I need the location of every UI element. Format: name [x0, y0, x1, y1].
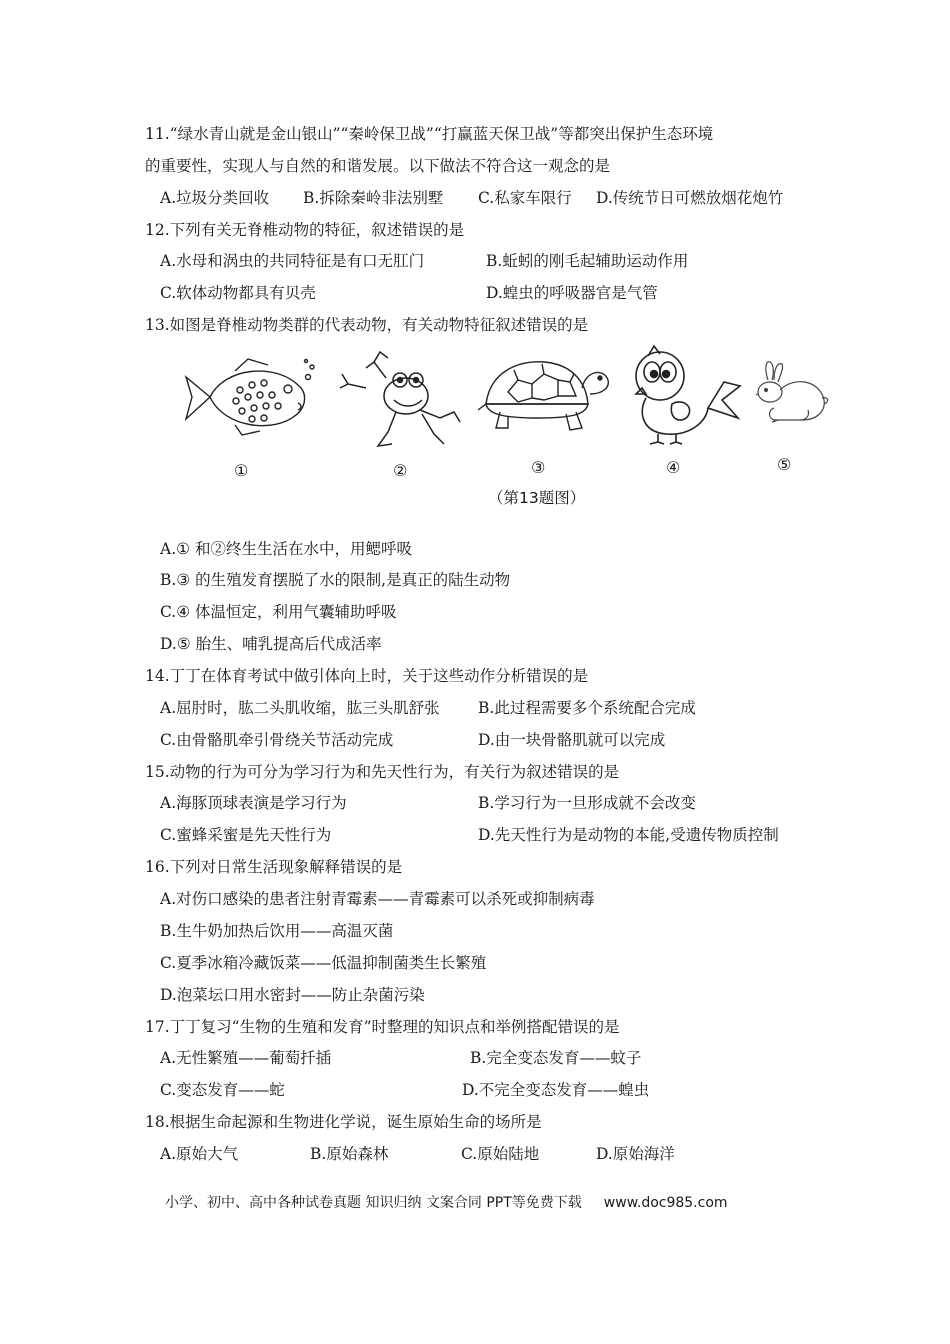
- q18-stem: 18.根据生命起源和生物进化学说，诞生原始生命的场所是: [145, 1113, 542, 1131]
- q13-option-a: A.① 和②终生生活在水中，用鳃呼吸: [160, 540, 412, 558]
- q11-stem-line1: 11.“绿水青山就是金山银山”“秦岭保卫战”“打赢蓝天保卫战”等都突出保护生态环境: [145, 125, 714, 143]
- q16-stem: 16.下列对日常生活现象解释错误的是: [145, 858, 403, 876]
- q11-option-d: D.传统节日可燃放烟花炮竹: [596, 189, 784, 207]
- q15-option-b: B.学习行为一旦形成就不会改变: [478, 794, 696, 812]
- q12-option-a: A.水母和涡虫的共同特征是有口无肛门: [160, 252, 425, 270]
- q12-option-b: B.蚯蚓的刚毛起辅助运动作用: [486, 252, 689, 270]
- q14-option-c: C.由骨骼肌牵引骨绕关节活动完成: [160, 731, 394, 749]
- q16-option-c: C.夏季冰箱冷藏饭菜——低温抑制菌类生长繁殖: [160, 954, 487, 972]
- rabbit-image: [750, 358, 830, 433]
- q16-option-b: B.生牛奶加热后饮用——高温灭菌: [160, 922, 394, 940]
- q17-option-d: D.不完全变态发育——蝗虫: [462, 1081, 650, 1099]
- q13-option-c: C.④ 体温恒定，利用气囊辅助呼吸: [160, 603, 397, 621]
- q17-option-c: C.变态发育——蛇: [160, 1081, 285, 1099]
- q12-option-c: C.软体动物都具有贝壳: [160, 284, 316, 302]
- label-5: ⑤: [777, 455, 792, 474]
- q12-option-d: D.蝗虫的呼吸器官是气管: [486, 284, 658, 302]
- q18-option-b: B.原始森林: [310, 1145, 389, 1163]
- q17-option-b: B.完全变态发育——蚊子: [470, 1049, 642, 1067]
- q13-stem: 13.如图是脊椎动物类群的代表动物，有关动物特征叙述错误的是: [145, 316, 589, 334]
- q18-option-a: A.原始大气: [160, 1145, 239, 1163]
- q16-option-d: D.泡菜坛口用水密封——防止杂菌污染: [160, 986, 425, 1004]
- label-4: ④: [666, 458, 681, 477]
- label-2: ②: [393, 461, 408, 480]
- figure-caption: （第13题图）: [488, 489, 586, 507]
- q17-option-a: A.无性繁殖——葡萄扦插: [160, 1049, 332, 1067]
- q14-stem: 14.丁丁在体育考试中做引体向上时，关于这些动作分析错误的是: [145, 667, 589, 685]
- q11-stem-line2: 的重要性，实现人与自然的和谐发展。以下做法不符合这一观念的是: [145, 157, 611, 175]
- turtle-image: [478, 352, 613, 437]
- q18-option-c: C.原始陆地: [461, 1145, 540, 1163]
- bird-image: [628, 342, 743, 447]
- q15-option-d: D.先天性行为是动物的本能,受遗传物质控制: [478, 826, 779, 844]
- q15-option-c: C.蜜蜂采蜜是先天性行为: [160, 826, 332, 844]
- q11-option-c: C.私家车限行: [478, 189, 572, 207]
- footer: [165, 1192, 728, 1212]
- q13-option-b: B.③ 的生殖发育摆脱了水的限制,是真正的陆生动物: [160, 571, 511, 589]
- label-3: ③: [531, 458, 546, 477]
- frog-image: [336, 348, 466, 453]
- q16-option-a: A.对伤口感染的患者注射青霉素——青霉素可以杀死或抑制病毒: [160, 890, 595, 908]
- q14-option-b: B.此过程需要多个系统配合完成: [478, 699, 696, 717]
- q11-option-a: A.垃圾分类回收: [160, 189, 270, 207]
- q18-option-d: D.原始海洋: [596, 1145, 675, 1163]
- q17-stem: 17.丁丁复习“生物的生殖和发育”时整理的知识点和举例搭配错误的是: [145, 1018, 620, 1036]
- q15-stem: 15.动物的行为可分为学习行为和先天性行为，有关行为叙述错误的是: [145, 763, 620, 781]
- footer-site-link[interactable]: www.doc985.com: [603, 1195, 728, 1211]
- fish-image: [180, 355, 320, 440]
- q12-stem: 12.下列有关无脊椎动物的特征，叙述错误的是: [145, 221, 465, 239]
- label-1: ①: [234, 461, 249, 480]
- footer-text: 小学、初中、高中各种试卷真题 知识归纳 文案合同 PPT等免费下载: [165, 1195, 582, 1211]
- q13-option-d: D.⑤ 胎生、哺乳提高后代成活率: [160, 635, 382, 653]
- q14-option-d: D.由一块骨骼肌就可以完成: [478, 731, 666, 749]
- q11-option-b: B.拆除秦岭非法别墅: [303, 189, 444, 207]
- q15-option-a: A.海豚顶球表演是学习行为: [160, 794, 347, 812]
- q14-option-a: A.屈肘时，肱二头肌收缩，肱三头肌舒张: [160, 699, 440, 717]
